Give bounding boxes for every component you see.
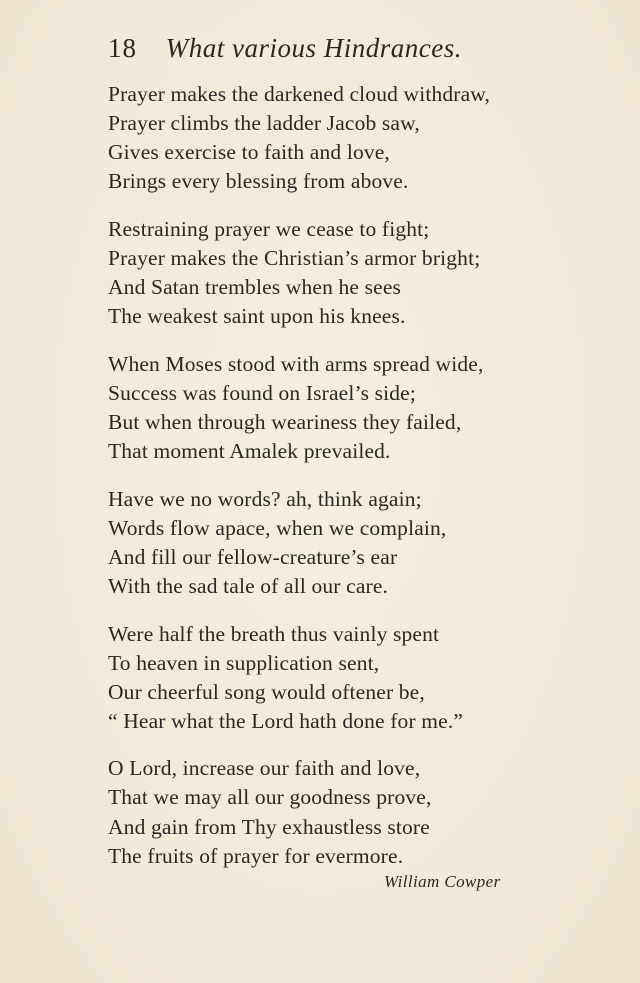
poem-line: Prayer climbs the ladder Jacob saw, [108, 111, 420, 136]
page-header [108, 30, 528, 66]
poem-line: That moment Amalek prevailed. [108, 439, 391, 464]
stanza-4 [108, 485, 578, 601]
page-number: 18 [108, 33, 137, 63]
poem-line: “ Hear what the Lord hath done for me.” [108, 708, 464, 733]
stanza-1 [108, 80, 578, 196]
poem-line: The fruits of prayer for evermore. [108, 843, 404, 868]
poem-line: And fill our fellow-creature’s ear [108, 544, 398, 569]
running-title: What various Hindrances. [165, 33, 462, 63]
poem-line: When Moses stood with arms spread wide, [108, 351, 484, 376]
poem-line: O Lord, increase our faith and love, [108, 756, 421, 781]
poem-line: And gain from Thy exhaustless store [108, 814, 430, 839]
poem-line: Our cheerful song would oftener be, [108, 679, 425, 704]
stanza-6 [108, 754, 578, 870]
poem-line: Gives exercise to faith and love, [108, 140, 390, 165]
poem-line: Restraining prayer we cease to fight; [108, 216, 430, 241]
poem-line: With the sad tale of all our care. [108, 573, 389, 598]
author-attribution: William Cowper [384, 872, 501, 891]
poem-line: But when through weariness they failed, [108, 409, 462, 434]
poem-line: Were half the breath thus vainly spent [108, 621, 440, 646]
poem-line: Brings every blessing from above. [108, 169, 409, 194]
poem-line: Have we no words? ah, think again; [108, 486, 422, 511]
poem [108, 80, 578, 889]
poem-line: That we may all our goodness prove, [108, 785, 432, 810]
stanza-3 [108, 350, 578, 466]
poem-line: Success was found on Israel’s side; [108, 380, 416, 405]
poem-line: Words flow apace, when we complain, [108, 515, 447, 540]
poem-line: Prayer makes the Christian’s armor bright; [108, 245, 481, 270]
poem-line: To heaven in supplication sent, [108, 650, 380, 675]
stanza-2 [108, 215, 578, 331]
stanza-5 [108, 620, 578, 736]
poem-line: The weakest saint upon his knees. [108, 304, 406, 329]
poem-line: And Satan trembles when he sees [108, 275, 402, 300]
poem-line: Prayer makes the darkened cloud withdraw, [108, 82, 491, 106]
